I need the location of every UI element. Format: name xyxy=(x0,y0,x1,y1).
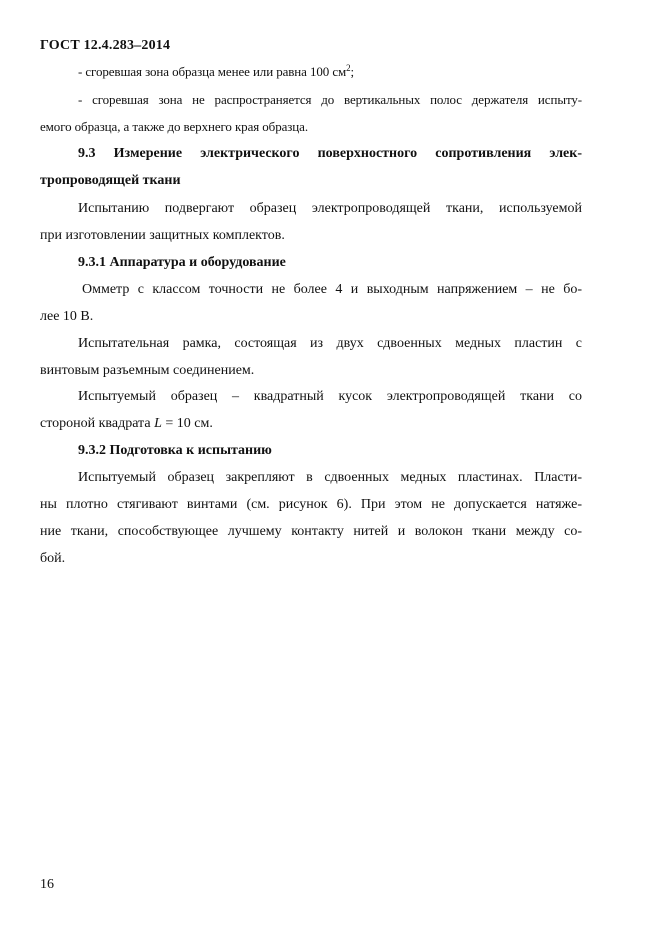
bullet-burned-area xyxy=(78,63,620,81)
bullet-burned-zone-line-2: емого образца, а также до верхнего края образца. xyxy=(40,119,308,134)
paragraph-preparation-line-3: ние ткани, способствующее лучшему контакту нитей и волокон ткани между со- xyxy=(40,524,582,539)
section-9-3-heading-line-1: 9.3 Измерение электрического поверхностного сопротивления элек- xyxy=(78,146,582,161)
section-9-3-2-heading: 9.3.2 Подготовка к испытанию xyxy=(78,443,272,458)
paragraph-preparation-line-2: ны плотно стягивают винтами (см. рисунок 6). При этом не допускается натяже- xyxy=(40,497,582,512)
paragraph-preparation-line-1: Испытуемый образец закрепляют в сдвоенных медных пластинах. Пласти- xyxy=(78,470,582,485)
paragraph-test-sample-line-1: Испытуемый образец – квадратный кусок электропроводящей ткани со xyxy=(78,389,582,404)
section-9-3-1-heading: 9.3.1 Аппаратура и оборудование xyxy=(78,255,286,270)
section-9-3-heading-line-2: тропроводящей ткани xyxy=(40,173,181,188)
paragraph-ohmmeter-line-1: Омметр с классом точности не более 4 и выходным напряжением – не бо- xyxy=(82,282,582,297)
paragraph-test-subject-line-2: при изготовлении защитных комплектов. xyxy=(40,228,285,243)
paragraph-test-frame-line-2: винтовым разъемным соединением. xyxy=(40,363,255,378)
paragraph-test-sample-line-2 xyxy=(40,415,582,433)
bullet-burned-zone-line-1: - сгоревшая зона не распространяется до вертикальных полос держателя испыту- xyxy=(78,92,582,107)
sample-side-text: стороной квадрата xyxy=(40,416,155,431)
bullet-burned-area-text: - сгоревшая зона образца менее или равна 100 см xyxy=(78,64,347,79)
document-header: ГОСТ 12.4.283–2014 xyxy=(40,38,171,53)
paragraph-test-frame-line-1: Испытательная рамка, состоящая из двух сдвоенных медных пластин с xyxy=(78,336,582,351)
paragraph-test-subject-line-1: Испытанию подвергают образец электропроводящей ткани, используемой xyxy=(78,201,582,216)
paragraph-preparation-line-4: бой. xyxy=(40,551,66,566)
variable-l: L xyxy=(154,416,162,431)
bullet-burned-area-end: ; xyxy=(350,64,355,79)
superscript-two: 2 xyxy=(346,63,351,73)
page-number: 16 xyxy=(40,877,54,892)
sample-side-value: = 10 см. xyxy=(161,416,213,431)
paragraph-ohmmeter-line-2: лее 10 В. xyxy=(40,309,94,324)
